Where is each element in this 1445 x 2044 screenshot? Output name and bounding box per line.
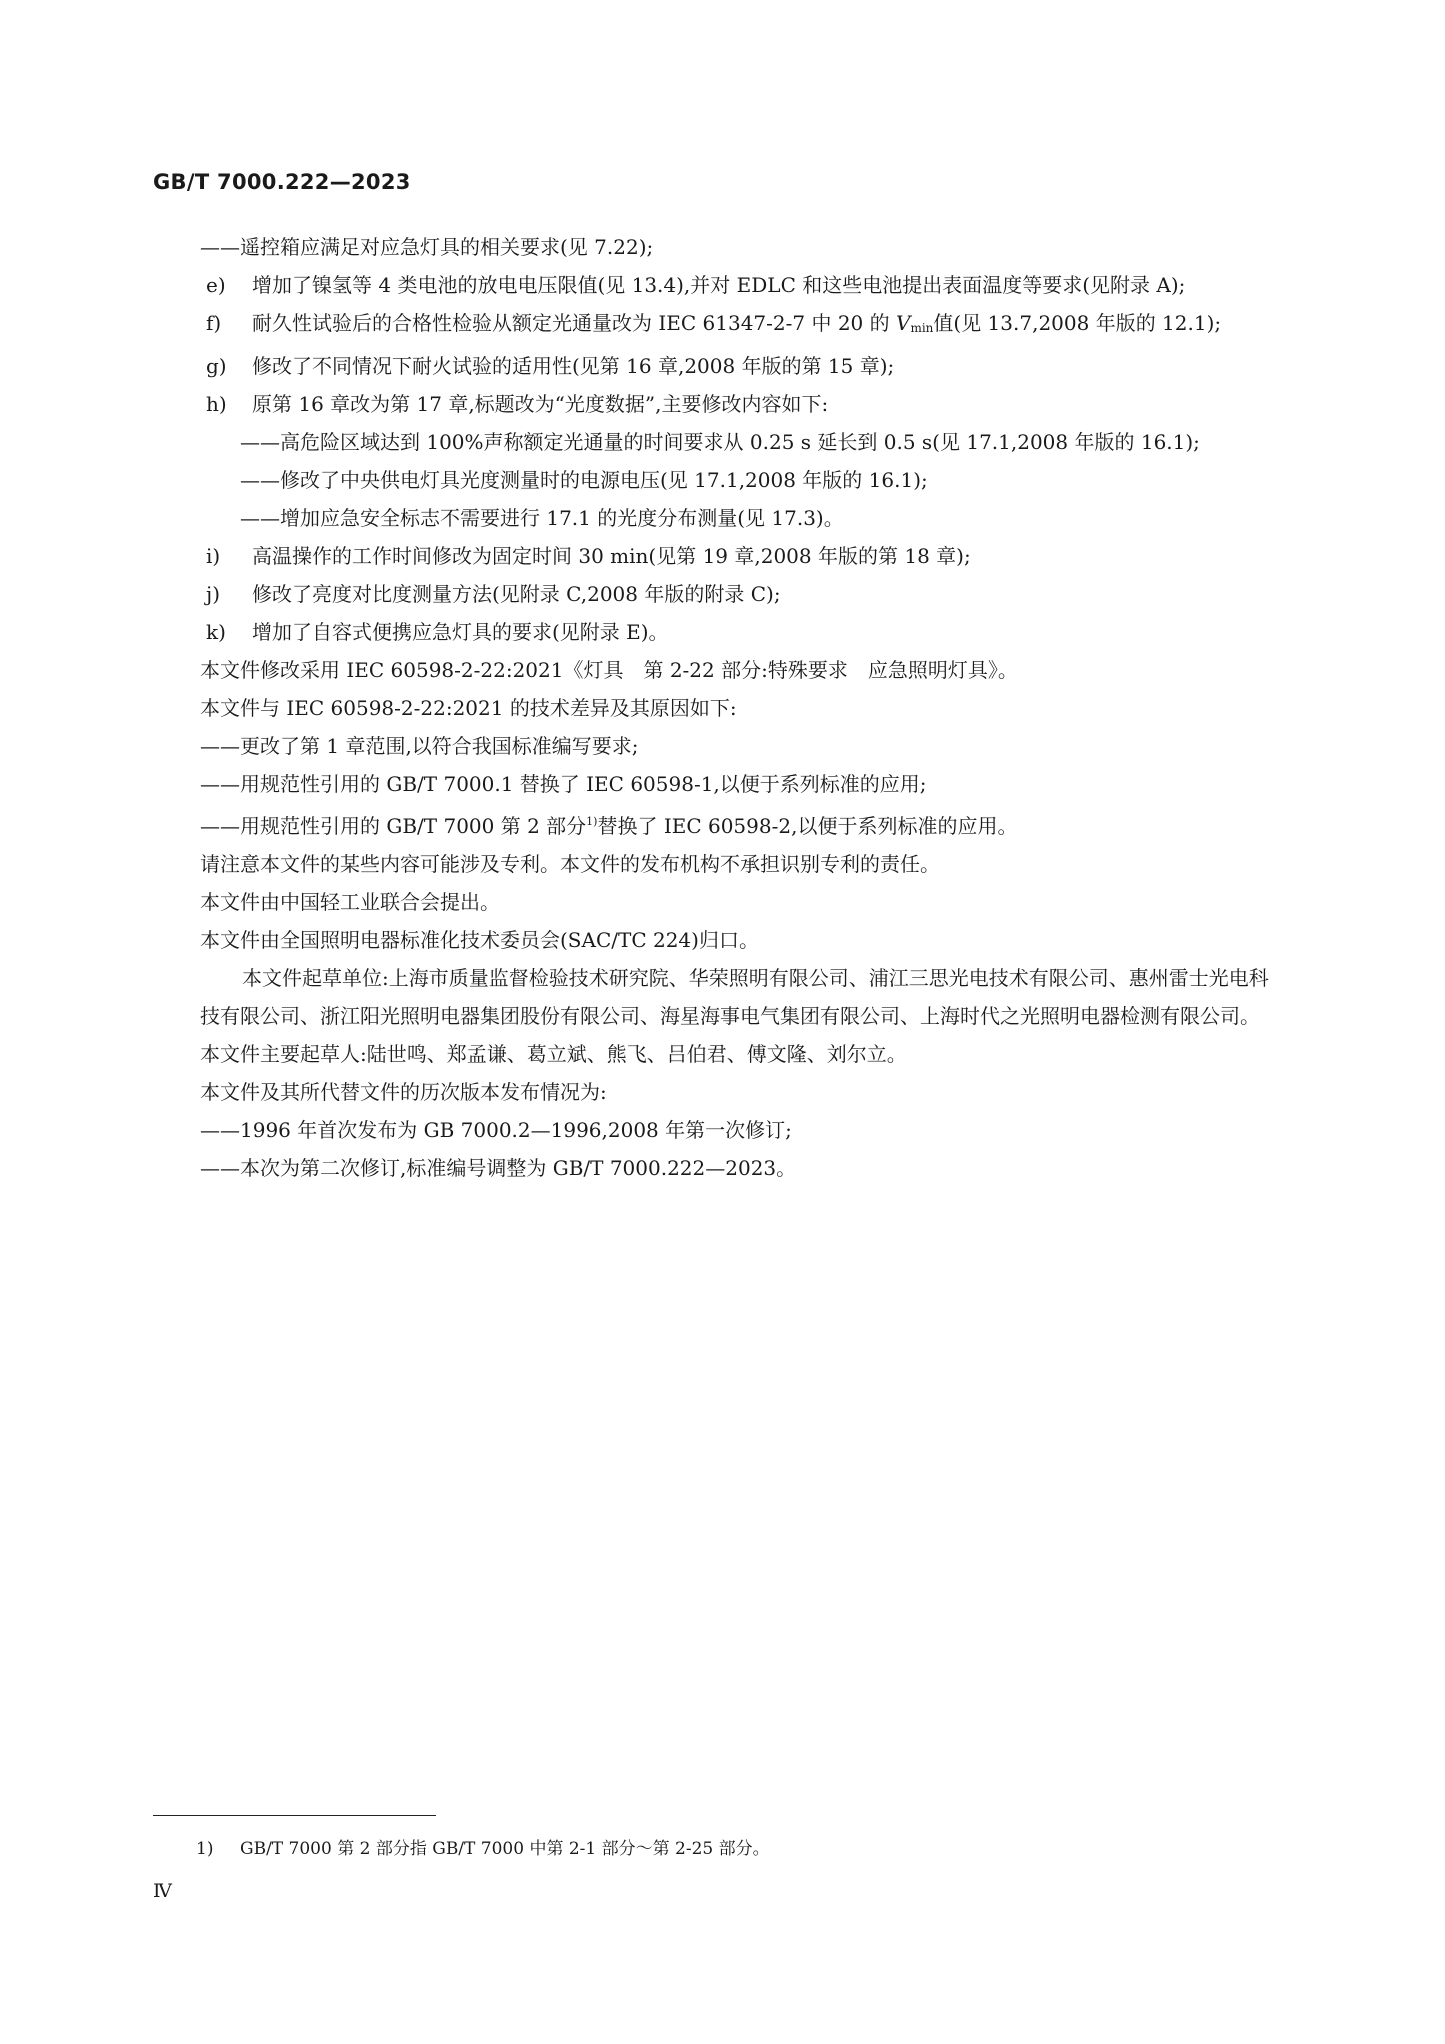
dash-item-remote-control: ——遥控箱应满足对应急灯具的相关要求(见 7.22); <box>200 235 654 259</box>
list-marker-i: i) <box>206 544 221 568</box>
list-text-g: 修改了不同情况下耐火试验的适用性(见第 16 章,2008 年版的第 15 章); <box>252 354 895 378</box>
list-item-i <box>200 537 1285 575</box>
difference-item-1: ——更改了第 1 章范围,以符合我国标准编写要求; <box>200 734 639 758</box>
footnote-text: GB/T 7000 第 2 部分指 GB/T 7000 中第 2-1 部分～第 2-25 部分。 <box>240 1839 770 1859</box>
list-text-h: 原第 16 章改为第 17 章,标题改为“光度数据”,主要修改内容如下: <box>252 392 829 416</box>
main-drafters: 本文件主要起草人:陆世鸣、郑孟谦、葛立斌、熊飞、吕伯君、傅文隆、刘尔立。 <box>200 1042 907 1066</box>
drafting-units <box>200 959 1285 1035</box>
v-min-symbol: V <box>895 311 911 335</box>
list-text-j: 修改了亮度对比度测量方法(见附录 C,2008 年版的附录 C); <box>252 582 781 606</box>
v-min-subscript: min <box>910 321 934 335</box>
list-marker-k: k) <box>206 620 226 644</box>
difference-item-3 <box>200 803 1285 845</box>
page-number: Ⅳ <box>153 1880 172 1902</box>
list-marker-e: e) <box>206 273 226 297</box>
difference-3-before: ——用规范性引用的 GB/T 7000 第 2 部分 <box>200 814 587 838</box>
list-text-e: 增加了镍氢等 4 类电池的放电电压限值(见 13.4),并对 EDLC 和这些电池提出表面温度等要求(见附录 A); <box>252 273 1186 297</box>
list-marker-h: h) <box>206 392 227 416</box>
footnote-marker: 1) <box>196 1839 214 1859</box>
list-text-k: 增加了自容式便携应急灯具的要求(见附录 E)。 <box>252 620 669 644</box>
list-item-e <box>200 266 1285 304</box>
list-text-f-after: 值(见 13.7,2008 年版的 12.1); <box>933 311 1222 335</box>
history-intro: 本文件及其所代替文件的历次版本发布情况为: <box>200 1080 607 1104</box>
history-item-1: ——1996 年首次发布为 GB 7000.2—1996,2008 年第一次修订; <box>200 1118 792 1142</box>
list-marker-g: g) <box>206 354 227 378</box>
sub-item-h2: ——修改了中央供电灯具光度测量时的电源电压(见 17.1,2008 年版的 16.1); <box>240 468 928 492</box>
sub-item-h1: ——高危险区域达到 100%声称额定光通量的时间要求从 0.25 s 延长到 0.5 s(见 17.1,2008 年版的 16.1); <box>240 430 1200 454</box>
difference-item-2: ——用规范性引用的 GB/T 7000.1 替换了 IEC 60598-1,以便于系列标准的应用; <box>200 772 927 796</box>
list-item-j <box>200 575 1285 613</box>
list-item-k <box>200 613 1285 651</box>
drafting-units-text: 本文件起草单位:上海市质量监督检验技术研究院、华荣照明有限公司、浦江三思光电技术有限公司、惠州雷士光电科技有限公司、浙江阳光照明电器集团股份有限公司、海星海事电气集团有限公司、上海时代之光照明电器检测有限公司。 <box>200 966 1269 1028</box>
list-text-i: 高温操作的工作时间修改为固定时间 30 min(见第 19 章,2008 年版的第 18 章); <box>252 544 971 568</box>
differences-intro: 本文件与 IEC 60598-2-22:2021 的技术差异及其原因如下: <box>200 696 737 720</box>
list-item-g <box>200 347 1285 385</box>
proposed-by: 本文件由中国轻工业联合会提出。 <box>200 890 500 914</box>
footnote-reference: 1) <box>586 815 598 828</box>
history-item-2: ——本次为第二次修订,标准编号调整为 GB/T 7000.222—2023。 <box>200 1156 797 1180</box>
footnote-divider <box>153 1815 436 1816</box>
difference-3-after: 替换了 IEC 60598-2,以便于系列标准的应用。 <box>597 814 1018 838</box>
centralized-by: 本文件由全国照明电器标准化技术委员会(SAC/TC 224)归口。 <box>200 928 759 952</box>
sub-item-h3: ——增加应急安全标志不需要进行 17.1 的光度分布测量(见 17.3)。 <box>240 506 844 530</box>
list-marker-j: j) <box>206 582 221 606</box>
standard-number: GB/T 7000.222—2023 <box>153 170 411 194</box>
list-text-f-before: 耐久性试验后的合格性检验从额定光通量改为 IEC 61347-2-7 中 20 的 <box>252 311 896 335</box>
list-item-h <box>200 385 1285 423</box>
patent-notice: 请注意本文件的某些内容可能涉及专利。本文件的发布机构不承担识别专利的责任。 <box>200 852 940 876</box>
foreword-body <box>200 228 1285 1187</box>
list-item-f <box>200 304 1285 347</box>
list-marker-f: f) <box>206 311 222 335</box>
adoption-statement: 本文件修改采用 IEC 60598-2-22:2021《灯具 第 2-22 部分:特殊要求 应急照明灯具》。 <box>200 658 1018 682</box>
footnote <box>196 1836 770 1862</box>
